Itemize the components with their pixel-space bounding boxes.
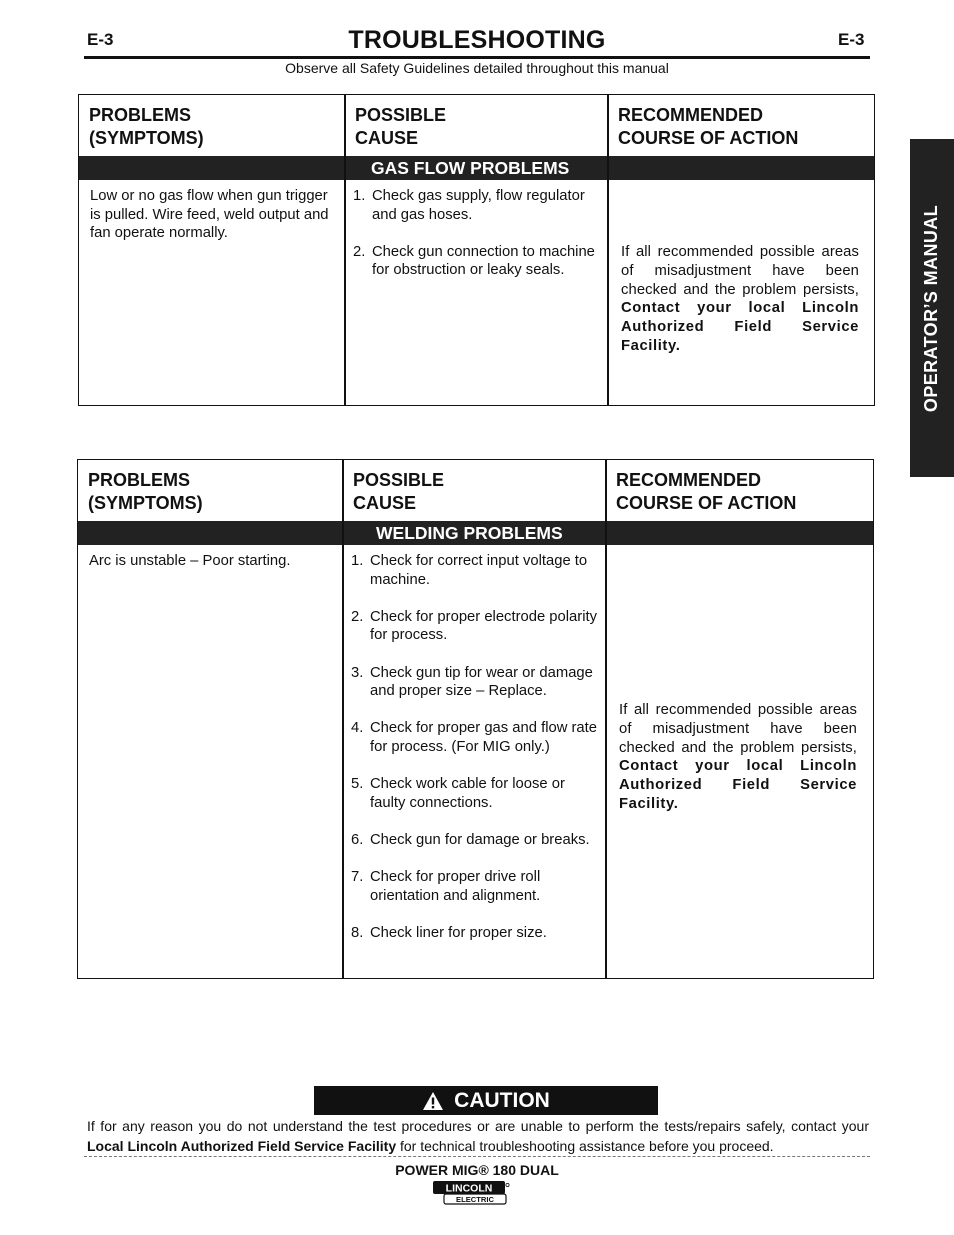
cause-number: 1. (353, 188, 366, 204)
cause-number: 8. (351, 924, 364, 941)
header-problems-line1: PROBLEMS (89, 105, 192, 125)
footer-rule (84, 1156, 870, 1157)
cause-text: Check work cable for loose or faulty connections. (370, 776, 565, 811)
cause-text: Check for proper drive roll orientation and alignment. (370, 869, 541, 904)
section-band (79, 156, 874, 180)
cause-item (351, 831, 601, 850)
header-cause-line1: POSSIBLE (355, 105, 447, 125)
header-cause-line2: CAUSE (355, 128, 419, 148)
caution-text-part1: If for any reason you do not understand the test procedures or are unable to perform the tests/repairs safely, contact your (87, 1118, 869, 1134)
lincoln-electric-logo (432, 1180, 510, 1206)
header-cause (343, 460, 606, 521)
header-action-line1: RECOMMENDED (616, 470, 762, 490)
header-problems-line2: (SYMPTOMS) (88, 493, 203, 513)
logo-bottom-text: ELECTRIC (456, 1195, 494, 1204)
cause-item (351, 924, 601, 943)
cause-number: 6. (351, 831, 364, 848)
welding-table (77, 459, 874, 979)
action-text (619, 701, 857, 814)
cause-list (353, 187, 603, 299)
column-divider (342, 460, 344, 978)
cause-number: 2. (351, 608, 364, 625)
cause-number: 5. (351, 776, 364, 793)
cause-text: Check for correct input voltage to machine. (370, 553, 588, 588)
section-title: GAS FLOW PROBLEMS (371, 158, 570, 178)
cause-item (351, 868, 601, 905)
page-code-left: E-3 (87, 30, 114, 49)
header-action (606, 460, 872, 521)
section-band (78, 521, 873, 545)
cause-item (351, 775, 601, 812)
caution-text-bold: Local Lincoln Authorized Field Service Facility (87, 1137, 397, 1154)
cause-text: Check gun tip for wear or damage and proper size – Replace. (370, 664, 593, 700)
caution-banner (314, 1086, 658, 1115)
cause-item (353, 243, 603, 280)
cause-list (351, 552, 601, 961)
cause-number: 7. (351, 869, 364, 886)
cause-text: Check for proper electrode polarity for process. (370, 608, 597, 644)
action-plain: If all recommended possible areas of misadjustment have been checked and the problem persists, (621, 244, 859, 298)
section-title: WELDING PROBLEMS (376, 523, 563, 543)
product-name: POWER MIG® 180 DUAL (395, 1162, 559, 1178)
cause-number: 1. (351, 553, 364, 569)
cause-number: 4. (351, 720, 364, 737)
header-cause-line1: POSSIBLE (353, 470, 445, 490)
warning-triangle-icon (422, 1091, 444, 1111)
side-tab-label: OPERATOR’S MANUAL (921, 204, 942, 412)
cause-item (351, 664, 601, 701)
cause-text: Check gun for damage or breaks. (370, 831, 590, 848)
header-action-line1: RECOMMENDED (618, 105, 764, 125)
caution-label: CAUTION (454, 1088, 550, 1112)
caution-text-part2: for technical troubleshooting assistance before you proceed. (396, 1137, 774, 1154)
column-divider (607, 95, 609, 405)
page-title: TROUBLESHOOTING (348, 26, 606, 54)
page-code-right: E-3 (838, 30, 865, 49)
header-problems (78, 460, 343, 521)
cause-number: 2. (353, 243, 366, 260)
action-bold: Contact your local Lincoln Authorized Field Service Facility. (621, 300, 859, 354)
symptom-text: Low or no gas flow when gun trigger is pulled. Wire feed, weld output and fan operate normally. (90, 188, 329, 242)
cause-text: Check liner for proper size. (370, 924, 547, 941)
column-divider (605, 460, 607, 978)
action-plain: If all recommended possible areas of misadjustment have been checked and the problem persists, (619, 702, 857, 756)
logo-top-text: LINCOLN (445, 1182, 493, 1195)
header-rule (84, 56, 870, 59)
header-cause (345, 95, 608, 156)
cause-item (351, 552, 601, 589)
safety-note: Observe all Safety Guidelines detailed throughout this manual (285, 60, 669, 76)
caution-text (87, 1117, 869, 1156)
cause-text: Check for proper gas and flow rate for process. (For MIG only.) (370, 720, 598, 755)
symptom-text: Arc is unstable – Poor starting. (89, 553, 291, 569)
cause-item (353, 187, 603, 224)
action-text (621, 243, 859, 356)
header-action (608, 95, 874, 156)
header-problems-line1: PROBLEMS (88, 470, 191, 490)
gas-flow-table (78, 94, 875, 406)
cause-text: Check gas supply, flow regulator and gas hoses. (372, 188, 585, 223)
header-action-line2: COURSE OF ACTION (616, 493, 797, 513)
side-tab (910, 139, 954, 477)
cause-number: 3. (351, 664, 364, 681)
cause-text: Check gun connection to machine for obstruction or leaky seals. (372, 243, 595, 279)
column-divider (344, 95, 346, 405)
cause-item (351, 719, 601, 756)
header-problems-line2: (SYMPTOMS) (89, 128, 204, 148)
header-cause-line2: CAUSE (353, 493, 417, 513)
cause-item (351, 608, 601, 645)
action-bold: Contact your local Lincoln Authorized Field Service Facility. (619, 758, 857, 812)
header-action-line2: COURSE OF ACTION (618, 128, 799, 148)
header-problems (79, 95, 345, 156)
